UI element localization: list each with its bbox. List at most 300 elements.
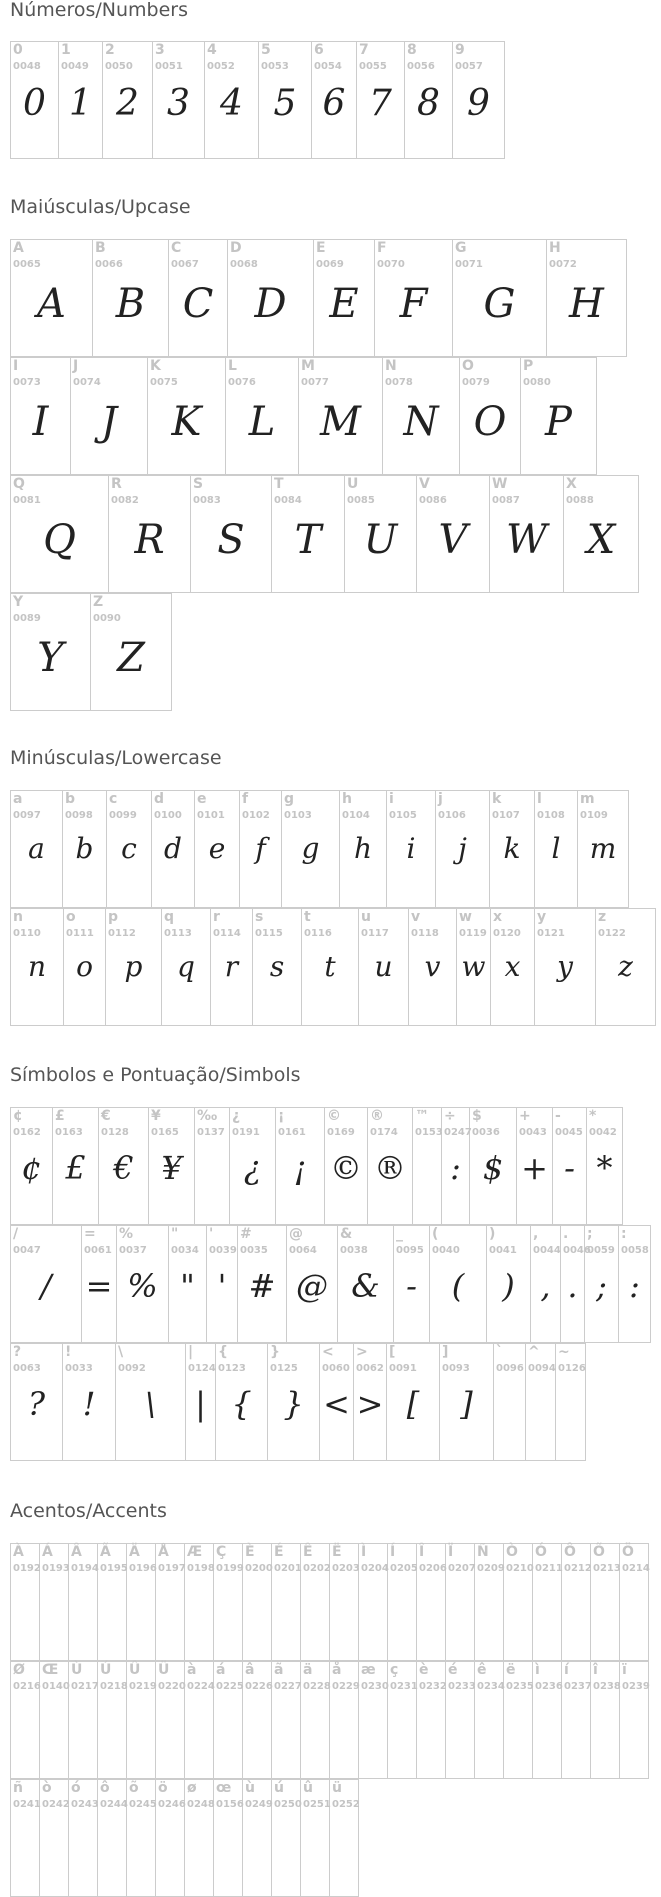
glyph-code: 0088 — [566, 495, 594, 506]
glyph-code: 0227 — [274, 1681, 302, 1692]
glyph-sample: a — [28, 832, 45, 865]
glyph-cell — [287, 1226, 338, 1342]
glyph-code: 0109 — [580, 810, 608, 821]
glyph-code: 0193 — [42, 1563, 70, 1574]
glyph-sample: 4 — [220, 83, 243, 124]
glyph-label: ^ — [528, 1344, 540, 1360]
glyph-cell — [394, 1226, 430, 1342]
glyph-code: 0231 — [390, 1681, 418, 1692]
glyph-cell — [535, 791, 578, 907]
glyph-code: 0140 — [42, 1681, 70, 1692]
glyph-sample: i — [406, 832, 416, 865]
glyph-code: 0153 — [415, 1127, 443, 1138]
glyph-cell — [169, 1226, 207, 1342]
glyph-label: æ — [361, 1662, 376, 1678]
glyph-sample: H — [569, 281, 604, 327]
glyph-cell — [282, 791, 340, 907]
glyph-label: ¿ — [232, 1108, 241, 1124]
glyph-sample: O — [473, 399, 507, 445]
glyph-code: 0219 — [129, 1681, 157, 1692]
glyph-code: 0252 — [332, 1799, 360, 1810]
glyph-code: 0211 — [535, 1563, 563, 1574]
glyph-cell — [375, 240, 453, 356]
glyph-code: 0077 — [301, 377, 329, 388]
glyph-code: 0064 — [289, 1245, 317, 1256]
glyph-code: 0038 — [340, 1245, 368, 1256]
glyph-sample: m — [589, 832, 617, 865]
glyph-code: 0235 — [506, 1681, 534, 1692]
glyph-label: P — [523, 358, 534, 374]
glyph-sample: c — [121, 832, 137, 865]
glyph-cell — [82, 1226, 117, 1342]
glyph-label: Ø — [13, 1662, 25, 1678]
glyph-label: ! — [65, 1344, 72, 1360]
glyph-row — [10, 908, 656, 1026]
glyph-sample: , — [540, 1267, 551, 1305]
glyph-cell — [162, 909, 211, 1025]
glyph-label: û — [303, 1780, 313, 1796]
glyph-label: Ã — [100, 1544, 111, 1560]
glyph-sample: 8 — [417, 83, 440, 124]
glyph-cell — [152, 791, 195, 907]
glyph-label: ë — [506, 1662, 516, 1678]
glyph-sample: = — [85, 1267, 113, 1305]
glyph-label: ä — [303, 1662, 313, 1678]
glyph-cell — [619, 1226, 651, 1342]
glyph-cell — [11, 476, 109, 592]
glyph-cell — [276, 1108, 325, 1224]
glyph-label: d — [154, 791, 165, 807]
glyph-sample: G — [483, 281, 516, 327]
glyph-code: 0126 — [558, 1363, 586, 1374]
glyph-code: 0225 — [216, 1681, 244, 1692]
glyph-label: ; — [587, 1226, 593, 1242]
glyph-label: : — [621, 1226, 627, 1242]
glyph-label: â — [245, 1662, 255, 1678]
glyph-cell — [417, 1544, 446, 1660]
glyph-code: 0079 — [462, 377, 490, 388]
glyph-cell — [453, 240, 547, 356]
glyph-sample: % — [127, 1267, 158, 1305]
glyph-cell — [561, 1226, 591, 1342]
glyph-code: 0055 — [359, 61, 387, 72]
glyph-label: & — [340, 1226, 353, 1242]
glyph-label: ê — [477, 1662, 487, 1678]
glyph-sample: s — [269, 950, 285, 983]
glyph-cell — [345, 476, 417, 592]
glyph-label: S — [193, 476, 204, 492]
glyph-code: 0069 — [316, 259, 344, 270]
glyph-code: 0097 — [13, 810, 41, 821]
glyph-label: A — [13, 240, 24, 256]
glyph-cell — [531, 1226, 561, 1342]
glyph-sample: u — [374, 950, 393, 983]
glyph-code: 0068 — [230, 259, 258, 270]
glyph-code: 0086 — [419, 495, 447, 506]
glyph-sample: V — [438, 517, 468, 563]
glyph-label: l — [537, 791, 542, 807]
glyph-cell — [127, 1544, 156, 1660]
glyph-cell — [312, 42, 357, 158]
glyph-label: Å — [158, 1544, 169, 1560]
glyph-label: £ — [55, 1108, 65, 1124]
glyph-label: Z — [93, 594, 104, 610]
glyph-cell — [620, 1544, 649, 1660]
glyph-sample: | — [195, 1385, 206, 1423]
glyph-label: Ó — [535, 1544, 547, 1560]
glyph-code: 0059 — [587, 1245, 615, 1256]
glyph-cell — [11, 594, 91, 710]
glyph-sample: r — [224, 950, 239, 983]
glyph-cell — [40, 1544, 69, 1660]
glyph-code: 0035 — [240, 1245, 268, 1256]
glyph-cell — [272, 1780, 301, 1896]
glyph-code: 0054 — [314, 61, 342, 72]
glyph-code: 0246 — [158, 1799, 186, 1810]
glyph-label: Ù — [71, 1662, 83, 1678]
glyph-sample: p — [124, 950, 143, 983]
glyph-label: ñ — [13, 1780, 23, 1796]
glyph-cell — [338, 1226, 394, 1342]
glyph-cell — [156, 1544, 185, 1660]
glyph-label: w — [459, 909, 472, 925]
glyph-code: 0083 — [193, 495, 221, 506]
glyph-label: ` — [496, 1344, 503, 1360]
glyph-label: } — [270, 1344, 280, 1360]
glyph-code: 0044 — [533, 1245, 561, 1256]
glyph-cell — [299, 358, 383, 474]
glyph-code: 0247 — [444, 1127, 472, 1138]
glyph-code: 0121 — [537, 928, 565, 939]
glyph-label: Û — [129, 1662, 141, 1678]
glyph-label: M — [301, 358, 315, 374]
glyph-sample: l — [551, 832, 561, 865]
glyph-code: 0194 — [71, 1563, 99, 1574]
glyph-row — [10, 1543, 649, 1661]
glyph-code: 0067 — [171, 259, 199, 270]
glyph-cell — [11, 358, 71, 474]
glyph-cell — [11, 240, 93, 356]
glyph-code: 0070 — [377, 259, 405, 270]
glyph-cell — [387, 791, 436, 907]
glyph-sample: 1 — [69, 83, 92, 124]
glyph-cell — [490, 476, 564, 592]
glyph-code: 0085 — [347, 495, 375, 506]
glyph-label: ì — [535, 1662, 540, 1678]
glyph-sample: 5 — [273, 83, 297, 124]
glyph-sample: X — [586, 517, 616, 563]
glyph-cell — [156, 1780, 185, 1896]
glyph-label: v — [411, 909, 421, 925]
glyph-sample: $ — [482, 1149, 504, 1187]
glyph-sample: P — [545, 399, 572, 445]
glyph-code: 0057 — [455, 61, 483, 72]
glyph-sample: z — [618, 950, 633, 983]
glyph-label: É — [274, 1544, 284, 1560]
glyph-sample: Q — [43, 517, 76, 563]
glyph-label: ~ — [558, 1344, 570, 1360]
glyph-cell — [301, 1544, 330, 1660]
glyph-label: Ì — [361, 1544, 367, 1560]
glyph-label: õ — [129, 1780, 139, 1796]
glyph-row — [10, 1779, 359, 1897]
glyph-cell — [185, 1662, 214, 1778]
glyph-cell — [517, 1108, 553, 1224]
glyph-code: 0076 — [228, 377, 256, 388]
glyph-cell — [11, 42, 59, 158]
glyph-label: 8 — [407, 42, 417, 58]
glyph-code: 0039 — [209, 1245, 237, 1256]
glyph-cell — [238, 1226, 287, 1342]
glyph-label: E — [316, 240, 326, 256]
glyph-cell — [475, 1662, 504, 1778]
glyph-sample: e — [208, 832, 226, 865]
glyph-label: á — [216, 1662, 226, 1678]
glyph-label: é — [448, 1662, 458, 1678]
glyph-code: 0040 — [432, 1245, 460, 1256]
glyph-label: ™ — [415, 1108, 429, 1124]
glyph-code: 0094 — [528, 1363, 556, 1374]
glyph-row — [10, 790, 629, 908]
glyph-cell — [325, 1108, 368, 1224]
glyph-code: 0047 — [13, 1245, 41, 1256]
glyph-cell — [109, 476, 191, 592]
glyph-cell — [59, 42, 103, 158]
glyph-sample: q — [177, 950, 195, 983]
glyph-code: 0196 — [129, 1563, 157, 1574]
glyph-cell — [191, 476, 272, 592]
glyph-code: 0092 — [118, 1363, 146, 1374]
glyph-code: 0074 — [73, 377, 101, 388]
glyph-label: ï — [622, 1662, 627, 1678]
glyph-label: p — [108, 909, 119, 925]
glyph-sample: y — [557, 950, 573, 983]
glyph-code: 0060 — [322, 1363, 350, 1374]
glyph-cell — [64, 909, 106, 1025]
glyph-cell — [457, 909, 491, 1025]
glyph-sample: © — [330, 1149, 362, 1187]
glyph-label: c — [109, 791, 118, 807]
glyph-label: ] — [442, 1344, 449, 1360]
glyph-cell — [127, 1662, 156, 1778]
glyph-cell — [40, 1780, 69, 1896]
glyph-code: 0034 — [171, 1245, 199, 1256]
glyph-cell — [272, 476, 345, 592]
glyph-label: b — [65, 791, 76, 807]
glyph-code: 0041 — [489, 1245, 517, 1256]
glyph-cell — [195, 791, 240, 907]
glyph-code: 0192 — [13, 1563, 41, 1574]
glyph-label: È — [245, 1544, 255, 1560]
glyph-label: % — [119, 1226, 134, 1242]
glyph-sample: 6 — [322, 83, 346, 124]
glyph-label: à — [187, 1662, 197, 1678]
glyph-code: 0062 — [356, 1363, 384, 1374]
glyph-label: À — [13, 1544, 24, 1560]
glyph-cell — [243, 1662, 272, 1778]
glyph-label: # — [240, 1226, 252, 1242]
glyph-code: 0056 — [407, 61, 435, 72]
glyph-cell — [388, 1662, 417, 1778]
glyph-code: 0114 — [213, 928, 241, 939]
glyph-label: X — [566, 476, 577, 492]
glyph-cell — [533, 1544, 562, 1660]
glyph-code: 0051 — [155, 61, 183, 72]
section-title-accents: Acentos/Accents — [10, 1500, 167, 1522]
glyph-code: 0111 — [66, 928, 94, 939]
glyph-label: B — [95, 240, 106, 256]
glyph-code: 0230 — [361, 1681, 389, 1692]
glyph-code: 0200 — [245, 1563, 273, 1574]
glyph-label: V — [419, 476, 430, 492]
glyph-code: 0050 — [105, 61, 133, 72]
glyph-cell — [330, 1662, 359, 1778]
glyph-code: 0033 — [65, 1363, 93, 1374]
glyph-row — [10, 1661, 649, 1779]
glyph-code: 0250 — [274, 1799, 302, 1810]
glyph-sample: 7 — [369, 83, 392, 124]
glyph-cell — [585, 1226, 619, 1342]
glyph-label: © — [327, 1108, 341, 1124]
glyph-label: Ò — [506, 1544, 518, 1560]
glyph-sample: T — [294, 517, 322, 563]
glyph-label: k — [492, 791, 502, 807]
glyph-sample: N — [403, 399, 439, 445]
glyph-cell — [268, 1344, 320, 1460]
glyph-label: ù — [245, 1780, 255, 1796]
glyph-cell — [148, 358, 226, 474]
glyph-label: å — [332, 1662, 342, 1678]
glyph-code: 0209 — [477, 1563, 505, 1574]
glyph-cell — [491, 909, 535, 1025]
glyph-code: 0107 — [492, 810, 520, 821]
glyph-code: 0105 — [389, 810, 417, 821]
glyph-label: L — [228, 358, 237, 374]
glyph-cell — [272, 1544, 301, 1660]
glyph-label: Î — [419, 1544, 425, 1560]
glyph-label: + — [519, 1108, 531, 1124]
glyph-code: 0110 — [13, 928, 41, 939]
glyph-sample: < — [323, 1385, 350, 1423]
glyph-code: 0169 — [327, 1127, 355, 1138]
glyph-label: ( — [432, 1226, 439, 1242]
glyph-label: ã — [274, 1662, 284, 1678]
glyph-cell — [40, 1662, 69, 1778]
glyph-code: 0204 — [361, 1563, 389, 1574]
glyph-label: 4 — [207, 42, 217, 58]
glyph-label: ç — [390, 1662, 399, 1678]
glyph-code: 0232 — [419, 1681, 447, 1692]
glyph-code: 0045 — [555, 1127, 583, 1138]
glyph-sample: Z — [117, 635, 145, 681]
glyph-cell — [388, 1544, 417, 1660]
glyph-cell — [521, 358, 597, 474]
glyph-cell — [116, 1344, 186, 1460]
glyph-cell — [446, 1662, 475, 1778]
glyph-label: [ — [389, 1344, 396, 1360]
glyph-sample: @ — [296, 1267, 328, 1305]
glyph-cell — [69, 1662, 98, 1778]
glyph-sample: R — [134, 517, 165, 563]
glyph-cell — [302, 909, 359, 1025]
glyph-cell — [53, 1108, 99, 1224]
glyph-cell — [127, 1780, 156, 1896]
glyph-label: 2 — [105, 42, 115, 58]
glyph-sample: 2 — [116, 83, 139, 124]
glyph-cell — [409, 909, 457, 1025]
glyph-label: h — [342, 791, 352, 807]
glyph-label: œ — [216, 1780, 232, 1796]
glyph-sample: ] — [460, 1385, 473, 1423]
glyph-cell — [578, 791, 629, 907]
glyph-code: 0205 — [390, 1563, 418, 1574]
glyph-cell — [230, 1108, 276, 1224]
glyph-cell — [63, 1344, 116, 1460]
glyph-code: 0090 — [93, 613, 121, 624]
glyph-label: Æ — [187, 1544, 203, 1560]
glyph-code: 0052 — [207, 61, 235, 72]
glyph-code: 0228 — [303, 1681, 331, 1692]
glyph-sample: / — [40, 1267, 52, 1305]
glyph-code: 0037 — [119, 1245, 147, 1256]
glyph-label: í — [564, 1662, 569, 1678]
glyph-code: 0042 — [589, 1127, 617, 1138]
glyph-code: 0248 — [187, 1799, 215, 1810]
glyph-sample: & — [351, 1267, 380, 1305]
glyph-sample: b — [75, 832, 94, 865]
glyph-code: 0061 — [84, 1245, 112, 1256]
glyph-cell — [405, 42, 453, 158]
glyph-label: ¥ — [151, 1108, 161, 1124]
glyph-sample: ; — [596, 1267, 607, 1305]
glyph-cell — [11, 1108, 53, 1224]
section-title-symbols: Símbolos e Pontuação/Simbols — [10, 1064, 301, 1086]
glyph-cell — [442, 1108, 470, 1224]
glyph-cell — [106, 909, 162, 1025]
glyph-cell — [153, 42, 205, 158]
glyph-code: 0102 — [242, 810, 270, 821]
glyph-label: è — [419, 1662, 429, 1678]
glyph-cell — [440, 1344, 494, 1460]
glyph-label: O — [462, 358, 474, 374]
glyph-cell — [149, 1108, 195, 1224]
glyph-label: Ô — [564, 1544, 576, 1560]
glyph-code: 0087 — [492, 495, 520, 506]
glyph-cell — [487, 1226, 531, 1342]
glyph-sample: n — [27, 950, 47, 983]
glyph-sample: . — [567, 1267, 578, 1305]
glyph-row — [10, 41, 505, 159]
glyph-row — [10, 1343, 586, 1461]
glyph-cell — [107, 791, 152, 907]
glyph-code: 0065 — [13, 259, 41, 270]
glyph-cell — [63, 791, 107, 907]
glyph-code: 0165 — [151, 1127, 179, 1138]
glyph-code: 0161 — [278, 1127, 306, 1138]
glyph-code: 0084 — [274, 495, 302, 506]
glyph-sample: : — [629, 1267, 640, 1305]
glyph-cell — [243, 1780, 272, 1896]
glyph-sample: x — [504, 950, 521, 983]
glyph-code: 0081 — [13, 495, 41, 506]
glyph-label: ø — [187, 1780, 197, 1796]
glyph-label: D — [230, 240, 242, 256]
glyph-sample: { — [231, 1385, 252, 1423]
glyph-code: 0103 — [284, 810, 312, 821]
glyph-label: 9 — [455, 42, 465, 58]
glyph-cell — [556, 1344, 586, 1460]
glyph-label: 6 — [314, 42, 324, 58]
